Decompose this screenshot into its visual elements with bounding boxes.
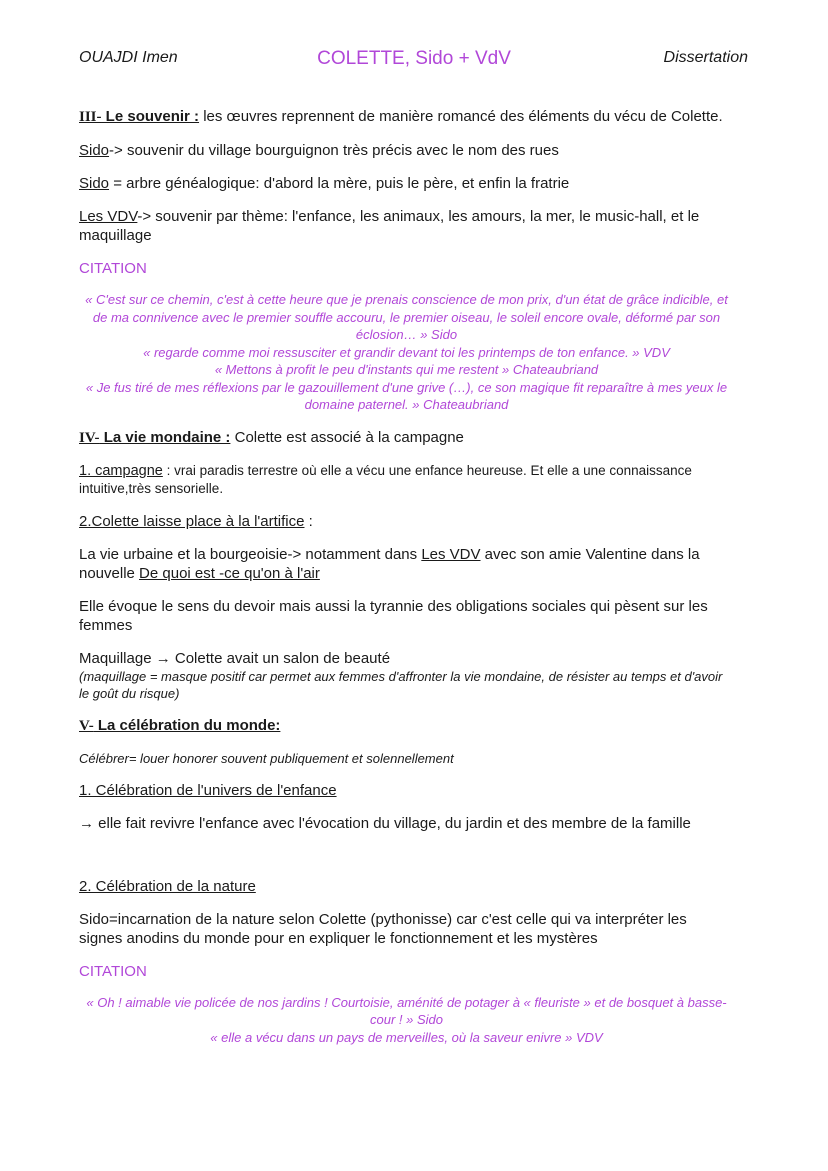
- section-3-intro: [79, 107, 734, 127]
- section-4-point-1: [79, 462, 734, 498]
- subheading-campagne: 1. campagne: [79, 462, 163, 479]
- section-3-roman: III-: [79, 109, 102, 125]
- section-4-point-3: [79, 545, 734, 583]
- work-ref-vdv: Les VDV: [421, 545, 481, 563]
- work-ref-sido: Sido: [79, 142, 110, 159]
- section-4-point-4: Elle évoque le sens du devoir mais aussi la tyrannie des obligations sociales qui pèsent sur les femmes: [79, 597, 708, 634]
- section-3-point-2: [79, 174, 734, 193]
- section-3-point-1: [79, 141, 734, 160]
- section-4-point-2-suffix: :: [304, 512, 313, 530]
- section-5-heading-line: [79, 716, 734, 736]
- section-4-roman: IV-: [79, 429, 100, 446]
- section-3-point-3: [79, 207, 734, 245]
- section-5-heading: [79, 717, 280, 734]
- section-4-point-3-text-b: avec son amie Valentine dans la nouvelle: [79, 545, 700, 582]
- citation-label: CITATION: [79, 260, 147, 277]
- section-5-point-1: → elle fait revivre l'enfance avec l'évocation du village, du jardin et des membre de la famille: [79, 814, 691, 832]
- section-3-point-2-text: = arbre généalogique: d'abord la mère, puis le père, et enfin la fratrie: [109, 175, 570, 192]
- section-4-intro: [79, 428, 734, 448]
- quote: « regarde comme moi ressusciter et grandir devant toi les printemps de ton enfance. » VDV: [143, 344, 670, 360]
- quote: « Mettons à profit le peu d'instants qui me restent » Chateaubriand: [214, 362, 599, 377]
- section-4-point-1-text: : vrai paradis terrestre où elle a vécu une enfance heureuse. Et elle a une connaissance intuitive,très sensorielle.: [79, 462, 692, 496]
- section-3-point-3-text: -> souvenir par thème: l'enfance, les animaux, les amours, la mer, le music-hall, et le maquillage: [79, 208, 700, 244]
- quote-block: [79, 291, 734, 414]
- quote: « elle a vécu dans un pays de merveilles, où la saveur enivre » VDV: [210, 1029, 603, 1045]
- section-4-point-3-text-a: La vie urbaine et la bourgeoisie-> notamment dans: [79, 545, 422, 563]
- subheading-nature: 2. Célébration de la nature: [79, 877, 256, 895]
- document-title: COLETTE, Sido + VdV: [317, 48, 511, 69]
- quote-block: [79, 994, 734, 1047]
- quote: « Je fus tiré de mes réflexions par le gazouillement d'une grive (…), ce son magique fit reparaître à mes yeux le domaine paternel. » Chateaubriand: [85, 379, 728, 412]
- subheading-enfance: 1. Célébration de l'univers de l'enfance: [79, 781, 337, 799]
- subheading-artifice: 2.Colette laisse place à la l'artifice: [79, 512, 305, 530]
- section-5-roman: V-: [79, 717, 94, 734]
- section-3-point-1-text: -> souvenir du village bourguignon très précis avec le nom des rues: [109, 142, 559, 159]
- citation-label: CITATION: [79, 962, 147, 980]
- quote: « Oh ! aimable vie policée de nos jardins ! Courtoisie, aménité de potager à « fleuriste » et de bosquet à basse-cour ! » Sido: [86, 994, 727, 1027]
- section-3-intro-text: les œuvres reprennent de manière romancé des éléments du vécu de Colette.: [199, 108, 723, 125]
- section-5-point-2: Sido=incarnation de la nature selon Colette (pythonisse) car c'est celle qui va interpréter les signes anodins du monde pour en expliquer le fonctionnement et les mystères: [79, 910, 687, 947]
- document-type: Dissertation: [663, 49, 748, 66]
- section-3-heading-text: Le souvenir :: [101, 108, 200, 125]
- section-4-point-2: [79, 512, 734, 531]
- author-name: OUAJDI Imen: [79, 49, 178, 66]
- section-4-heading-text: La vie mondaine :: [99, 428, 231, 446]
- work-ref-nouvelle: De quoi est -ce qu'on à l'air: [139, 564, 320, 582]
- section-4-point-5-text: Maquillage → Colette avait un salon de beauté: [79, 649, 391, 667]
- work-ref-sido: Sido: [79, 175, 110, 192]
- section-4-intro-text: Colette est associé à la campagne: [230, 428, 464, 446]
- section-4-point-5: [79, 649, 734, 702]
- work-ref-vdv: Les VDV: [79, 208, 138, 225]
- section-5-heading-text: La célébration du monde:: [93, 716, 281, 734]
- quote: « C'est sur ce chemin, c'est à cette heure que je prenais conscience de mon prix, d'un état de grâce indicible, et de ma connivence avec le premier souffle accouru, le premier oiseau, le soleil encore ovale, déformé par son éclosion… » Sido: [85, 292, 728, 342]
- section-3-heading: [79, 108, 199, 125]
- definition: Célébrer= louer honorer souvent publiquement et solennellement: [79, 750, 454, 766]
- spacer: [79, 847, 734, 877]
- document-body: [79, 107, 734, 1060]
- page-header: [0, 48, 828, 74]
- section-4-point-5-note: (maquillage = masque positif car permet aux femmes d'affronter la vie mondaine, de résister au temps et d'avoir le goût du risque): [79, 668, 723, 701]
- section-4-heading: [79, 429, 230, 446]
